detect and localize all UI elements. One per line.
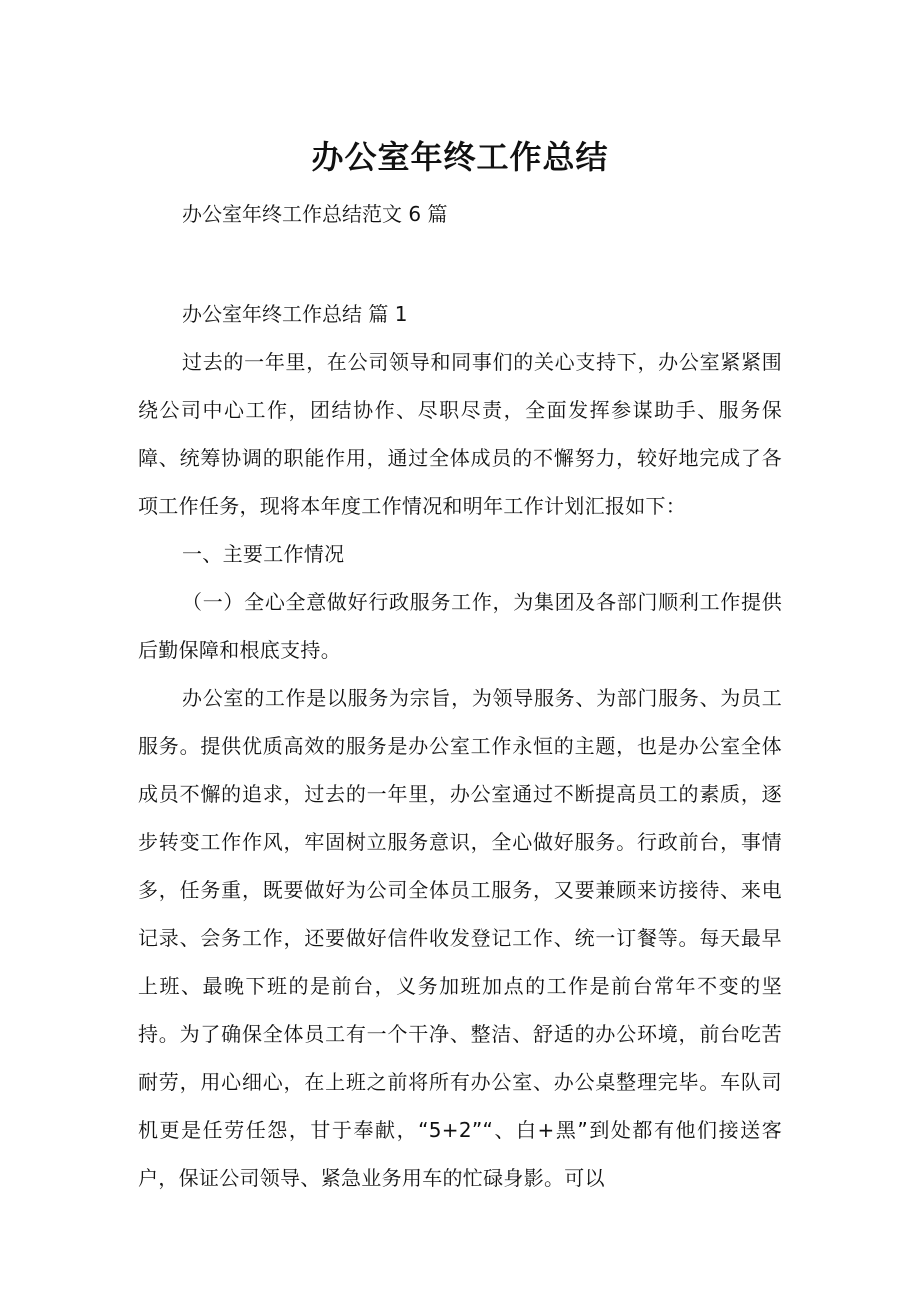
document-subtitle: 办公室年终工作总结范文 6 篇 (182, 202, 448, 226)
document-title: 办公室年终工作总结 (311, 138, 609, 176)
paragraph-subheading-admin-service: （一）全心全意做好行政服务工作，为集团及各部门顺利工作提供后勤保障和根底支持。 (138, 590, 782, 662)
paragraph-intro: 过去的一年里，在公司领导和同事们的关心支持下，办公室紧紧围绕公司中心工作，团结协作、尽职尽责，全面发挥参谋助手、服务保障、统筹协调的职能作用，通过全体成员的不懈努力，较好地完成了各项工作任务，现将本年度工作情况和明年工作计划汇报如下： (138, 350, 782, 518)
section-heading: 办公室年终工作总结 篇 1 (182, 302, 408, 326)
paragraph-body: 办公室的工作是以服务为宗旨，为领导服务、为部门服务、为员工服务。提供优质高效的服务是办公室工作永恒的主题，也是办公室全体成员不懈的追求，过去的一年里，办公室通过不断提高员工的素质，逐步转变工作作风，牢固树立服务意识，全心做好服务。行政前台，事情多，任务重，既要做好为公司全体员工服务，又要兼顾来访接待、来电记录、会务工作，还要做好信件收发登记工作、统一订餐等。每天最早上班、最晚下班的是前台，义务加班加点的工作是前台常年不变的坚持。为了确保全体员工有一个干净、整洁、舒适的办公环境，前台吃苦耐劳，用心细心，在上班之前将所有办公室、办公桌整理完毕。车队司机更是任劳任怨，甘于奉献，“5+2”“、白+黑”到处都有他们接送客户，保证公司领导、紧急业务用车的忙碌身影。可以 (138, 686, 782, 1190)
paragraph-heading-main-work: 一、主要工作情况 (182, 542, 345, 566)
